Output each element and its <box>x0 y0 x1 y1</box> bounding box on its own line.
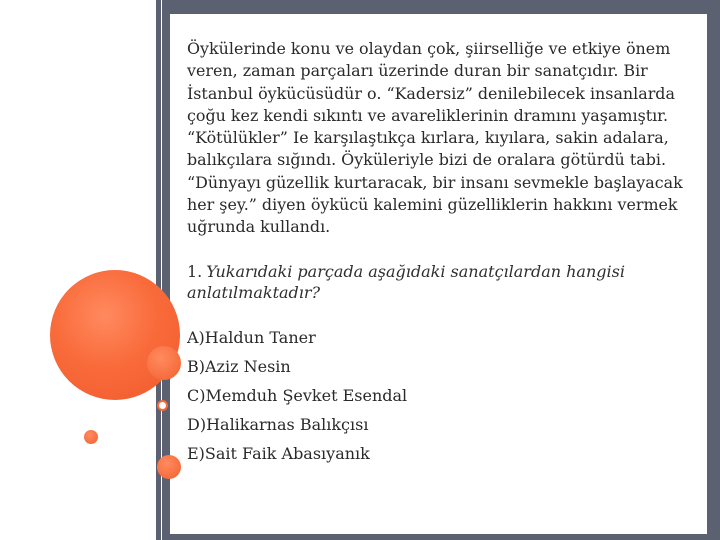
reading-passage: Öykülerinde konu ve olaydan çok, şiirselliğe ve etkiye önem veren, zaman parçaları üzerinde duran bir sanatçıdır. Bir İstanbul öykücüsüdür o. “Kadersiz” denilebilecek insanlarda çoğu kez kendi sıkıntı ve avareliklerinin dramını yaşamıştır. “Kötülükler” Ie karşılaştıkça kırlara, kıyılara, sakin adalara, balıkçılara sığındı. Öyküleriyle bizi de oralara götürdü tabi. “Dünyayı güzellik kurtaracak, bir insanı sevmekle başlayacak her şey.” diyen öykücü kalemini güzelliklerin hakkını vermek uğrunda kullandı. <box>187 39 683 237</box>
question-number: 1. <box>187 261 203 281</box>
answer-options <box>187 323 692 468</box>
tiny-orange-circle <box>84 430 98 444</box>
answer-option-c: C)Memduh Şevket Esendal <box>187 385 408 405</box>
answer-option-b: B)Aziz Nesin <box>187 356 291 376</box>
large-orange-circle <box>50 270 180 400</box>
answer-option-a: A)Haldun Taner <box>187 327 316 347</box>
small-orange-circle <box>157 455 181 479</box>
answer-option-d: D)Halikarnas Balıkçısı <box>187 414 369 434</box>
medium-orange-circle <box>147 346 181 380</box>
orange-ring-circle <box>157 400 168 411</box>
question-text: Yukarıdaki parçada aşağıdaki sanatçılardan hangisi anlatılmaktadır? <box>187 261 625 302</box>
slide-content <box>187 38 692 468</box>
question <box>187 261 692 303</box>
left-white-panel <box>0 0 156 540</box>
answer-option-e: E)Sait Faik Abasıyanık <box>187 443 370 463</box>
